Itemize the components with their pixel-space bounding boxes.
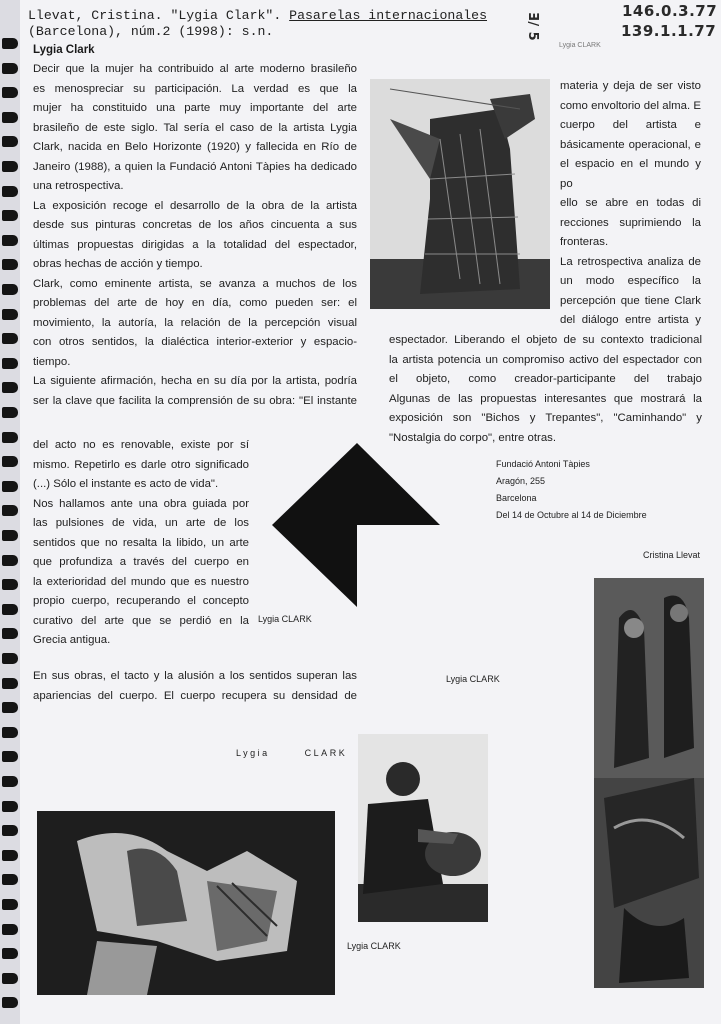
venue-dates: Del 14 de Octubre al 14 de Diciembre (496, 510, 647, 520)
right-wide-text (389, 331, 702, 448)
text-line: obras hechas de acción y tiempo. (33, 258, 203, 270)
text-line: sentidos que no resalta la libido, un arte (33, 536, 249, 549)
binding-ring (2, 309, 18, 320)
binding-ring (2, 776, 18, 787)
handwritten-code-top: 146.0.3.77 (622, 2, 718, 20)
binding-ring (2, 505, 18, 516)
binding-ring (2, 702, 18, 713)
binding-ring (2, 530, 18, 541)
right-narrow-text (560, 77, 701, 331)
venue-name: Fundació Antoni Tàpies (496, 459, 590, 469)
text-line: Grecia antigua. (33, 634, 111, 646)
binding-ring (2, 481, 18, 492)
binding-ring (2, 284, 18, 295)
binding-ring (2, 850, 18, 861)
text-line: Janeiro (1988), a quien la Fundació Antoni Tàpies ha dedicado (33, 160, 357, 173)
photo-middle-man-art (358, 734, 488, 922)
binding-ring (2, 358, 18, 369)
handwritten-note: Ǝ/ 5 (525, 12, 540, 42)
venue-city: Barcelona (496, 493, 537, 503)
binding-ring (2, 604, 18, 615)
binding-ring (2, 899, 18, 910)
venue-info (496, 456, 647, 524)
text-line: como envoltorio del alma. E (560, 99, 701, 112)
photo-bottom-left (37, 811, 335, 995)
binding-ring (2, 186, 18, 197)
text-line: con otros sentidos, la dialéctica interior-exterior y espacio- (33, 336, 357, 348)
text-line: problemas del arte de hoy en día, como pueden ser: el (33, 297, 357, 309)
binding-ring (2, 948, 18, 959)
handwritten-code-bottom: 139.1.1.77 (621, 22, 717, 40)
text-line: del acto no es renovable, existe por sí (33, 439, 249, 451)
text-line: el espacio en el mundo y po (560, 158, 701, 190)
binding-ring (2, 407, 18, 418)
text-line: las pulsiones de vida, un arte de los (33, 517, 249, 529)
text-line: Decir que la mujer ha contribuido al arte moderno brasileño (33, 63, 357, 75)
text-line: que profundiza a través del cuerpo en (33, 556, 249, 568)
binding-ring (2, 973, 18, 984)
text-line: materia y deja de ser visto (560, 80, 701, 92)
text-line: la artista potencia un compromiso activo del espectador con (389, 353, 702, 366)
text-line: un modo específico la (560, 275, 701, 287)
text-line: cuerpo del artista e (560, 119, 701, 131)
text-line: (...) Sólo el instante es acto de vida". (33, 478, 219, 490)
caption-right-photo: Lygia CLARK (446, 674, 500, 684)
author-signature: Cristina Llevat (643, 550, 701, 560)
photo-bottom-left-art (37, 811, 335, 995)
text-line: básicamente operacional, e (560, 138, 701, 151)
binding-ring (2, 259, 18, 270)
caption-bottom-photo: Lygia CLARK (347, 941, 401, 951)
text-line: percepción que tiene Clark (560, 294, 701, 307)
citation-publication: Pasarelas internacionales (289, 8, 488, 23)
text-line: fronteras. (560, 236, 609, 248)
photo-middle-man (358, 734, 488, 922)
text-line: el objeto, como creador-participante del trabajo (389, 373, 702, 385)
text-line: propio cuerpo, recuperando el concepto (33, 595, 249, 607)
text-line: una retrospectiva. (33, 180, 124, 192)
text-line: la exterioridad del mundo que es nuestro (33, 575, 249, 588)
binding-ring (2, 87, 18, 98)
binding-ring (2, 112, 18, 123)
text-line: exposición son "Bichos y Trepantes", "Caminhando" y (389, 412, 702, 424)
binding-ring (2, 63, 18, 74)
binding-ring (2, 727, 18, 738)
citation-title: Llevat, Cristina. "Lygia Clark". (28, 8, 290, 23)
binding-ring (2, 38, 18, 49)
binding-ring (2, 874, 18, 885)
binding-ring (2, 751, 18, 762)
text-line: Clark, como eminente artista, se avanza a muchos de los (33, 277, 357, 290)
text-line: tiempo. (33, 355, 71, 368)
text-line: mujer ha constituido una parte muy importante del arte (33, 102, 357, 114)
text-line: En sus obras, el tacto y la alusión a los sentidos superan las (33, 670, 357, 682)
geometric-shape (272, 443, 442, 608)
text-line: ser la clave que facilita la comprensión de su obra: "El instante (33, 394, 357, 407)
binding-ring (2, 136, 18, 147)
photo-top-figure (370, 79, 550, 309)
photo-right-tall-art (594, 578, 704, 988)
text-line: apariencias del cuerpo. El cuerpo recupera su densidad de (33, 689, 357, 702)
text-line: Clark, nacida en Belo Horizonte (1920) y fallecida en Río de (33, 141, 357, 153)
citation-details: (Barcelona), núm.2 (1998): s.n. (28, 24, 274, 39)
text-line: Algunas de las propuestas interesantes que mostrará la (389, 392, 702, 405)
text-line: brasileño de este siglo. Tal sería el caso de la artista Lygia (33, 121, 357, 134)
binding-ring (2, 161, 18, 172)
binding-ring (2, 801, 18, 812)
text-line: recciones suprimiendo la (560, 216, 701, 229)
text-line: mismo. Repetirlo es darle otro significado (33, 458, 249, 471)
text-line: últimas propuestas dirigidas a la totalidad del espectador, (33, 238, 357, 251)
binding-ring (2, 579, 18, 590)
caption-top-photo: Lygia CLARK (559, 42, 601, 49)
binding-ring (2, 235, 18, 246)
binding-ring (2, 432, 18, 443)
binding-ring (2, 678, 18, 689)
text-line: La exposición recoge el desarrollo de la obra de la artista (33, 199, 357, 212)
binding-ring (2, 210, 18, 221)
binding-ring (2, 628, 18, 639)
citation-header (28, 8, 487, 40)
binding-ring (2, 382, 18, 393)
text-line: movimiento, la autoría, la relación de la percepción visual (33, 316, 357, 329)
photo-right-tall (594, 578, 704, 988)
photo-top-figure-art (370, 79, 550, 309)
text-line: La siguiente afirmación, hecha en su día por la artista, podría (33, 375, 357, 387)
venue-address: Aragón, 255 (496, 476, 546, 486)
left-bottom-text (33, 667, 357, 706)
binding-ring (2, 924, 18, 935)
text-line: curativo del arte que se perdió en la (33, 614, 249, 627)
binding-ring (2, 456, 18, 467)
caption-bottom-spaced: Lygia CLARK (236, 748, 348, 758)
text-line: desde sus pinturas concretas de los años cincuenta a sus (33, 219, 357, 231)
section-title: Lygia Clark (33, 44, 95, 56)
binding-ring (2, 555, 18, 566)
text-line: del diálogo entre artista y (560, 314, 701, 326)
left-narrow-text (33, 436, 249, 651)
text-line: espectador. Liberando el objeto de su contexto tradicional (389, 334, 702, 346)
caption-shape: Lygia CLARK (258, 614, 312, 624)
binding-ring (2, 653, 18, 664)
binding-ring (2, 825, 18, 836)
binding-ring (2, 997, 18, 1008)
binding-ring (2, 333, 18, 344)
left-column-text (33, 60, 357, 411)
text-line: "Nostalgia do corpo", entre otras. (389, 431, 557, 444)
text-line: es menospreciar su participación. La verdad es que la (33, 82, 357, 95)
text-line: Nos hallamos ante una obra guiada por (33, 497, 249, 510)
text-line: ello se abre en todas di (560, 197, 701, 209)
text-line: La retrospectiva analiza de (560, 255, 701, 268)
spiral-binding (0, 0, 22, 1024)
